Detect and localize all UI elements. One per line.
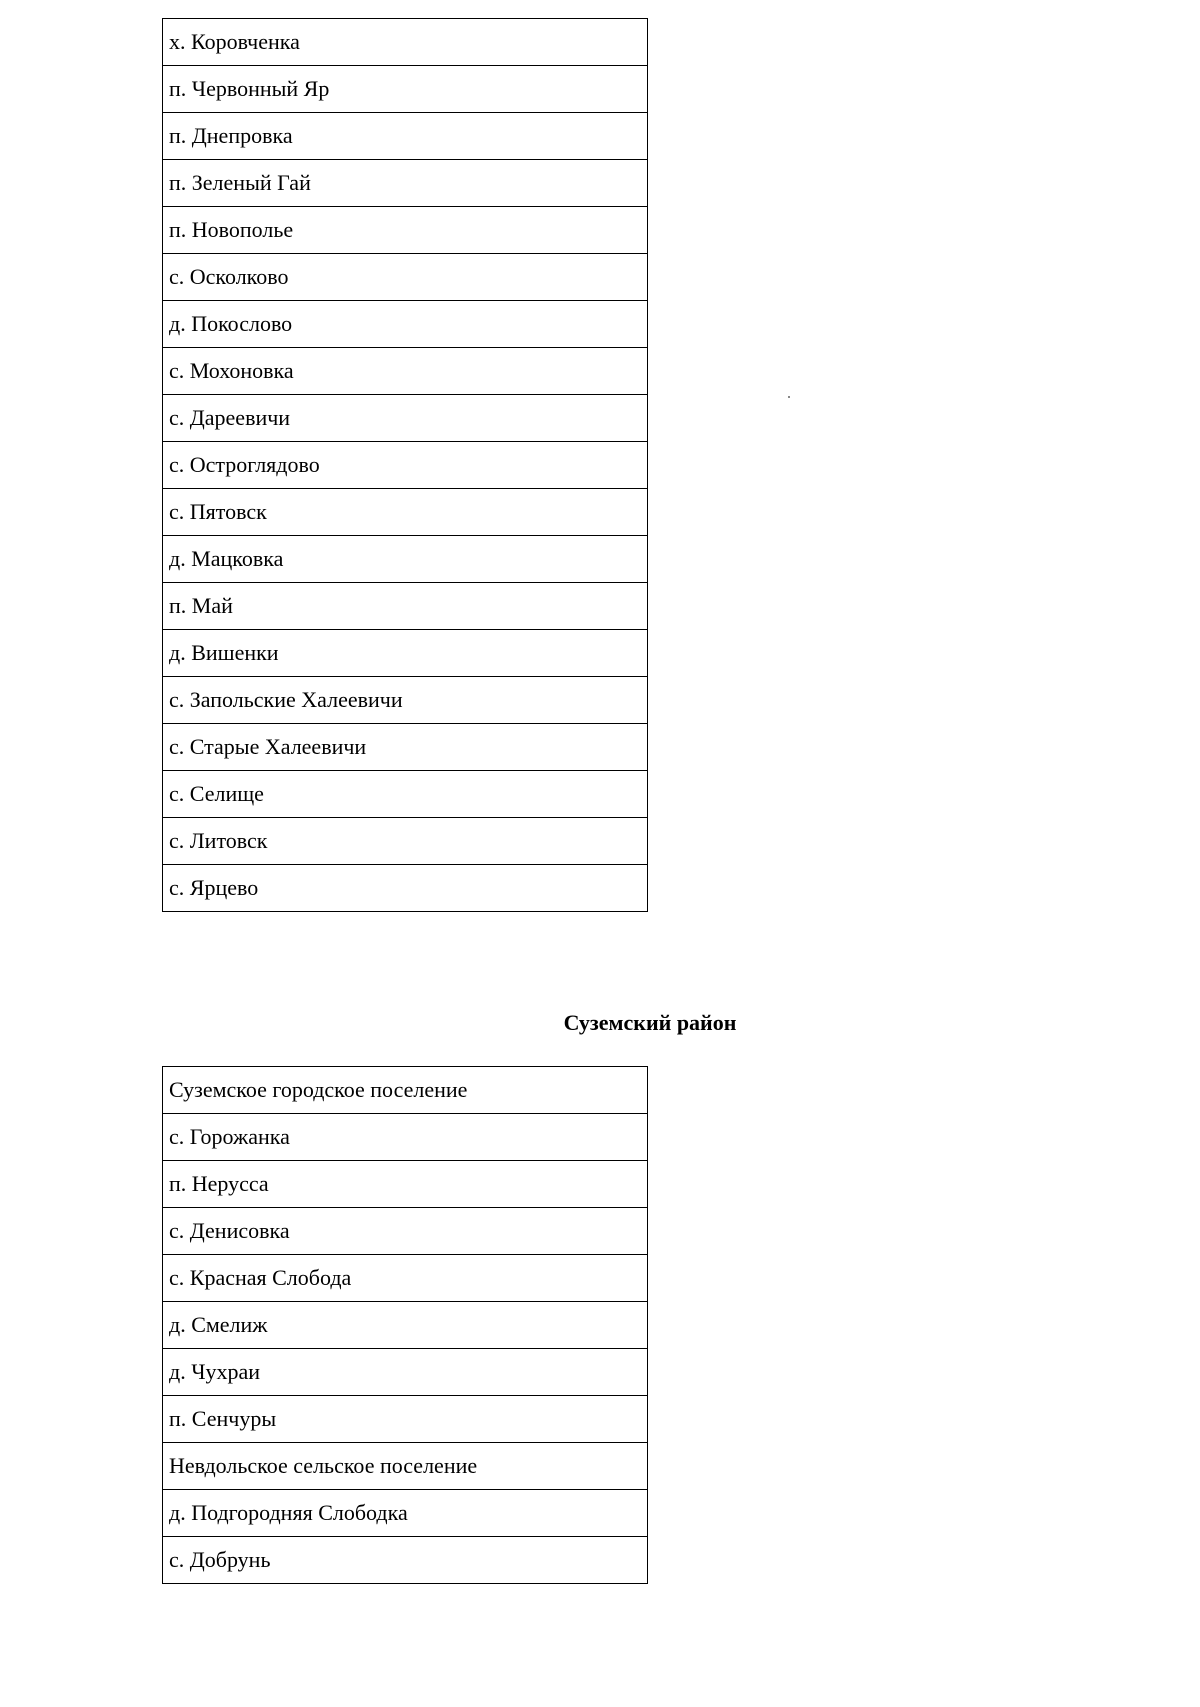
table-row	[163, 818, 648, 865]
table-row	[163, 1302, 648, 1349]
settlement-cell: д. Вишенки	[163, 630, 648, 677]
table-row	[163, 207, 648, 254]
table-row	[163, 254, 648, 301]
settlement-cell: д. Смелиж	[163, 1302, 648, 1349]
table-row	[163, 489, 648, 536]
table-row	[163, 66, 648, 113]
table-row	[163, 113, 648, 160]
settlement-cell: д. Подгородняя Слободка	[163, 1490, 648, 1537]
section-heading: Суземский район	[563, 1010, 737, 1035]
settlement-cell: с. Запольские Халеевичи	[163, 677, 648, 724]
settlement-cell: с. Горожанка	[163, 1114, 648, 1161]
table-row	[163, 1208, 648, 1255]
table-row	[163, 1537, 648, 1584]
settlement-cell: с. Остроглядово	[163, 442, 648, 489]
settlement-cell: х. Коровченка	[163, 19, 648, 66]
table-row	[163, 301, 648, 348]
settlement-cell: п. Зеленый Гай	[163, 160, 648, 207]
table-row	[163, 442, 648, 489]
settlement-cell: с. Мохоновка	[163, 348, 648, 395]
table-row	[163, 395, 648, 442]
table-row	[163, 865, 648, 912]
table-row	[163, 348, 648, 395]
table-row	[163, 1443, 648, 1490]
table-row	[163, 583, 648, 630]
table-row	[163, 1067, 648, 1114]
table-row	[163, 1255, 648, 1302]
settlement-cell: с. Ярцево	[163, 865, 648, 912]
settlements-table-suzemsky	[162, 1066, 648, 1584]
scan-speck	[788, 396, 790, 398]
settlement-cell: с. Добрунь	[163, 1537, 648, 1584]
table-row	[163, 536, 648, 583]
settlement-cell: п. Май	[163, 583, 648, 630]
settlement-cell: Суземское городское поселение	[163, 1067, 648, 1114]
table-row	[163, 724, 648, 771]
table-row	[163, 1396, 648, 1443]
settlement-cell: п. Червонный Яр	[163, 66, 648, 113]
table-row	[163, 1114, 648, 1161]
settlement-cell: с. Дареевичи	[163, 395, 648, 442]
settlement-cell: с. Пятовск	[163, 489, 648, 536]
settlement-cell: д. Мацковка	[163, 536, 648, 583]
settlement-cell: с. Денисовка	[163, 1208, 648, 1255]
settlement-cell: с. Красная Слобода	[163, 1255, 648, 1302]
settlement-cell: п. Новополье	[163, 207, 648, 254]
table-row	[163, 19, 648, 66]
settlement-cell: с. Литовск	[163, 818, 648, 865]
table-row	[163, 630, 648, 677]
table-row	[163, 771, 648, 818]
table-row	[163, 1161, 648, 1208]
table-row	[163, 1490, 648, 1537]
settlement-cell: п. Днепровка	[163, 113, 648, 160]
settlement-cell: д. Чухраи	[163, 1349, 648, 1396]
settlement-cell: п. Нерусса	[163, 1161, 648, 1208]
table-row	[163, 677, 648, 724]
settlement-cell: п. Сенчуры	[163, 1396, 648, 1443]
settlement-cell: д. Покослово	[163, 301, 648, 348]
settlement-cell: Невдольское сельское поселение	[163, 1443, 648, 1490]
table-row	[163, 1349, 648, 1396]
settlement-cell: с. Селище	[163, 771, 648, 818]
settlement-cell: с. Осколково	[163, 254, 648, 301]
settlement-cell: с. Старые Халеевичи	[163, 724, 648, 771]
settlements-table-continued	[162, 18, 648, 912]
table-row	[163, 160, 648, 207]
